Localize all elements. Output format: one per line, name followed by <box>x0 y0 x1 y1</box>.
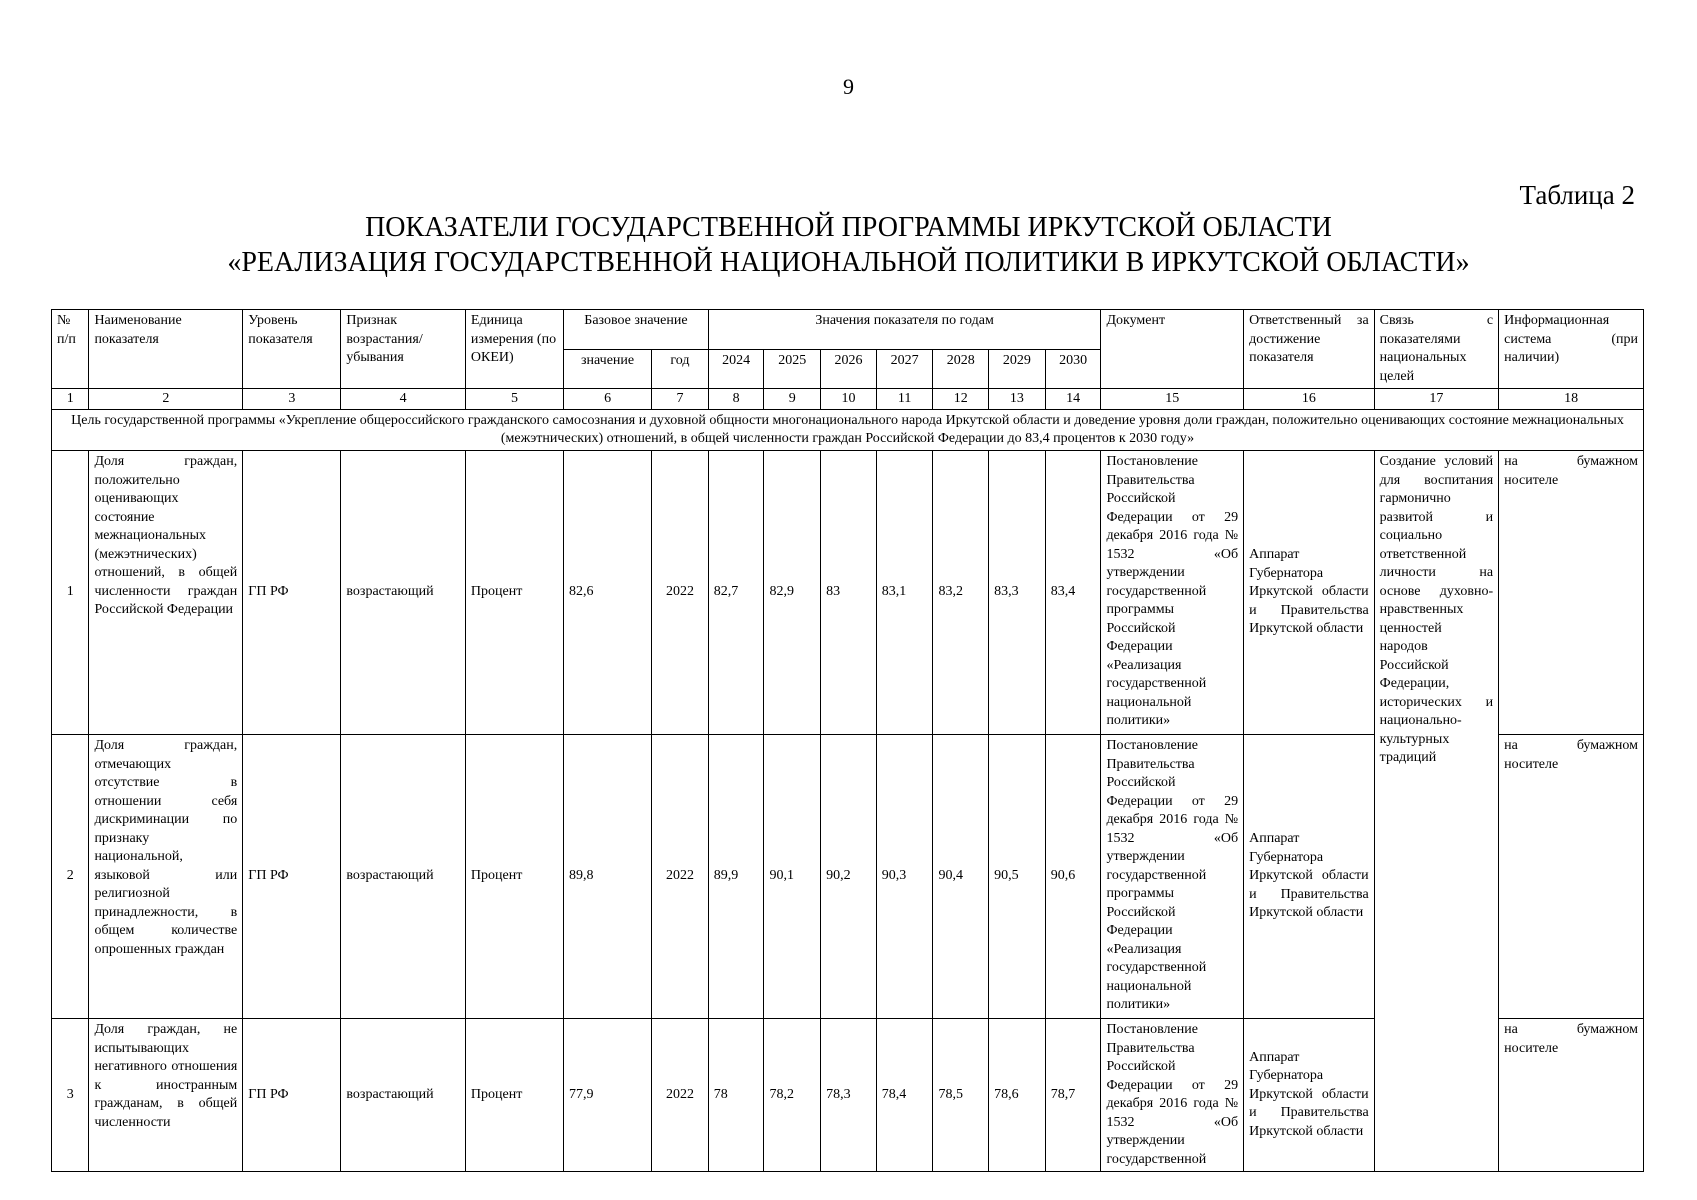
header-base: Базовое значение <box>564 310 709 350</box>
header-year: 2028 <box>933 350 989 389</box>
header-year: 2027 <box>876 350 933 389</box>
year-value: 78 <box>708 1019 764 1172</box>
header-level: Уровень показателя <box>243 310 341 389</box>
indicator-name: Доля граждан, не испытывающих негативного отношения к иностранным гражданам, в общей численности <box>89 1019 243 1172</box>
header-link: Связь с показателями национальных целей <box>1374 310 1498 389</box>
header-year: 2029 <box>989 350 1046 389</box>
document-reference: Постановление Правительства Российской Федерации от 29 декабря 2016 года № 1532 «Об утверждении государственной <box>1101 1019 1244 1172</box>
year-value: 82,7 <box>708 451 764 735</box>
header-responsible: Ответственный за достижение показателя <box>1244 310 1375 389</box>
header-year: 2030 <box>1045 350 1101 389</box>
page-number: 9 <box>843 74 854 99</box>
header-num: № п/п <box>52 310 89 389</box>
year-value: 90,5 <box>989 735 1046 1019</box>
year-value: 78,6 <box>989 1019 1046 1172</box>
header-base-value: значение <box>564 350 652 389</box>
column-number: 11 <box>876 389 933 410</box>
document-title <box>0 210 1697 280</box>
title-line-2: «РЕАЛИЗАЦИЯ ГОСУДАРСТВЕННОЙ НАЦИОНАЛЬНОЙ ПОЛИТИКИ В ИРКУТСКОЙ ОБЛАСТИ» <box>227 247 1470 278</box>
info-system: на бумажном носителе <box>1499 451 1644 735</box>
column-number: 4 <box>341 389 465 410</box>
info-system: на бумажном носителе <box>1499 1019 1644 1172</box>
year-value: 83,2 <box>933 451 989 735</box>
table-label: Таблица 2 <box>1519 180 1635 210</box>
indicator-unit: Процент <box>465 735 563 1019</box>
indicator-trend: возрастающий <box>341 735 465 1019</box>
header-document: Документ <box>1101 310 1244 389</box>
year-value: 90,4 <box>933 735 989 1019</box>
column-number: 14 <box>1045 389 1101 410</box>
header-trend: Признак возрастания/ убывания <box>341 310 465 389</box>
responsible-body: Аппарат Губернатора Иркутской области и Правительства Иркутской области <box>1244 735 1375 1019</box>
column-number: 3 <box>243 389 341 410</box>
header-years-group: Значения показателя по годам <box>708 310 1101 350</box>
indicator-trend: возрастающий <box>341 451 465 735</box>
header-unit: Единица измерения (по ОКЕИ) <box>465 310 563 389</box>
indicator-unit: Процент <box>465 451 563 735</box>
year-value: 83,3 <box>989 451 1046 735</box>
title-line-1: ПОКАЗАТЕЛИ ГОСУДАРСТВЕННОЙ ПРОГРАММЫ ИРКУТСКОЙ ОБЛАСТИ <box>365 212 1332 243</box>
year-value: 83,4 <box>1045 451 1101 735</box>
document-reference: Постановление Правительства Российской Федерации от 29 декабря 2016 года № 1532 «Об утверждении государственной программы Российской Федерации «Реализация государственной национальной политики» <box>1101 451 1244 735</box>
indicators-table <box>51 309 1644 1172</box>
column-number: 17 <box>1374 389 1498 410</box>
year-value: 90,6 <box>1045 735 1101 1019</box>
year-value: 83,1 <box>876 451 933 735</box>
indicator-name: Доля граждан, отмечающих отсутствие в отношении себя дискриминации по признаку национальной, языковой или религиозной принадлежности, в общем количестве опрошенных граждан <box>89 735 243 1019</box>
column-number: 12 <box>933 389 989 410</box>
document-reference: Постановление Правительства Российской Федерации от 29 декабря 2016 года № 1532 «Об утверждении государственной программы Российской Федерации «Реализация государственной национальной политики» <box>1101 735 1244 1019</box>
indicator-unit: Процент <box>465 1019 563 1172</box>
base-year: 2022 <box>652 451 709 735</box>
base-value: 77,9 <box>564 1019 652 1172</box>
year-value: 78,7 <box>1045 1019 1101 1172</box>
indicator-level: ГП РФ <box>243 451 341 735</box>
year-value: 78,2 <box>764 1019 821 1172</box>
year-value: 82,9 <box>764 451 821 735</box>
header-year: 2024 <box>708 350 764 389</box>
base-year: 2022 <box>652 735 709 1019</box>
national-goals-link: Создание условий для воспитания гармонично развитой и социально ответственной личности на основе духовно-нравственных ценностей народов Российской Федерации, исторических и национально-культурных традиций <box>1374 451 1498 1172</box>
year-value: 78,4 <box>876 1019 933 1172</box>
table-row <box>52 451 1644 735</box>
header-year: 2026 <box>821 350 877 389</box>
column-numbers-row <box>52 389 1644 410</box>
column-number: 6 <box>564 389 652 410</box>
column-number: 13 <box>989 389 1046 410</box>
header-base-year: год <box>652 350 709 389</box>
column-number: 18 <box>1499 389 1644 410</box>
column-number: 1 <box>52 389 89 410</box>
header-info-system: Информационная система (при наличии) <box>1499 310 1644 389</box>
column-number: 15 <box>1101 389 1244 410</box>
base-value: 82,6 <box>564 451 652 735</box>
program-goal: Цель государственной программы «Укрепление общероссийского гражданского самосознания и духовной общности многонационального народа Иркутской области и доведение уровня доли граждан, положительно оценивающих состояние межнациональных (межэтнических) отношений, в общей численности граждан Российской Федерации до 83,4 процентов к 2030 году» <box>52 410 1644 451</box>
column-number: 10 <box>821 389 877 410</box>
info-system: на бумажном носителе <box>1499 735 1644 1019</box>
header-name: Наименование показателя <box>89 310 243 389</box>
year-value: 83 <box>821 451 877 735</box>
year-value: 90,3 <box>876 735 933 1019</box>
column-number: 16 <box>1244 389 1375 410</box>
responsible-body: Аппарат Губернатора Иркутской области и Правительства Иркутской области <box>1244 451 1375 735</box>
indicator-level: ГП РФ <box>243 735 341 1019</box>
row-number: 3 <box>52 1019 89 1172</box>
year-value: 78,5 <box>933 1019 989 1172</box>
header-year: 2025 <box>764 350 821 389</box>
year-value: 78,3 <box>821 1019 877 1172</box>
indicator-name: Доля граждан, положительно оценивающих состояние межнациональных (межэтнических) отношений, в общей численности граждан Российской Федерации <box>89 451 243 735</box>
column-number: 2 <box>89 389 243 410</box>
column-number: 5 <box>465 389 563 410</box>
row-number: 1 <box>52 451 89 735</box>
indicator-trend: возрастающий <box>341 1019 465 1172</box>
year-value: 90,1 <box>764 735 821 1019</box>
base-year: 2022 <box>652 1019 709 1172</box>
indicator-level: ГП РФ <box>243 1019 341 1172</box>
column-number: 7 <box>652 389 709 410</box>
year-value: 89,9 <box>708 735 764 1019</box>
column-number: 8 <box>708 389 764 410</box>
responsible-body: Аппарат Губернатора Иркутской области и Правительства Иркутской области <box>1244 1019 1375 1172</box>
column-number: 9 <box>764 389 821 410</box>
base-value: 89,8 <box>564 735 652 1019</box>
row-number: 2 <box>52 735 89 1019</box>
year-value: 90,2 <box>821 735 877 1019</box>
